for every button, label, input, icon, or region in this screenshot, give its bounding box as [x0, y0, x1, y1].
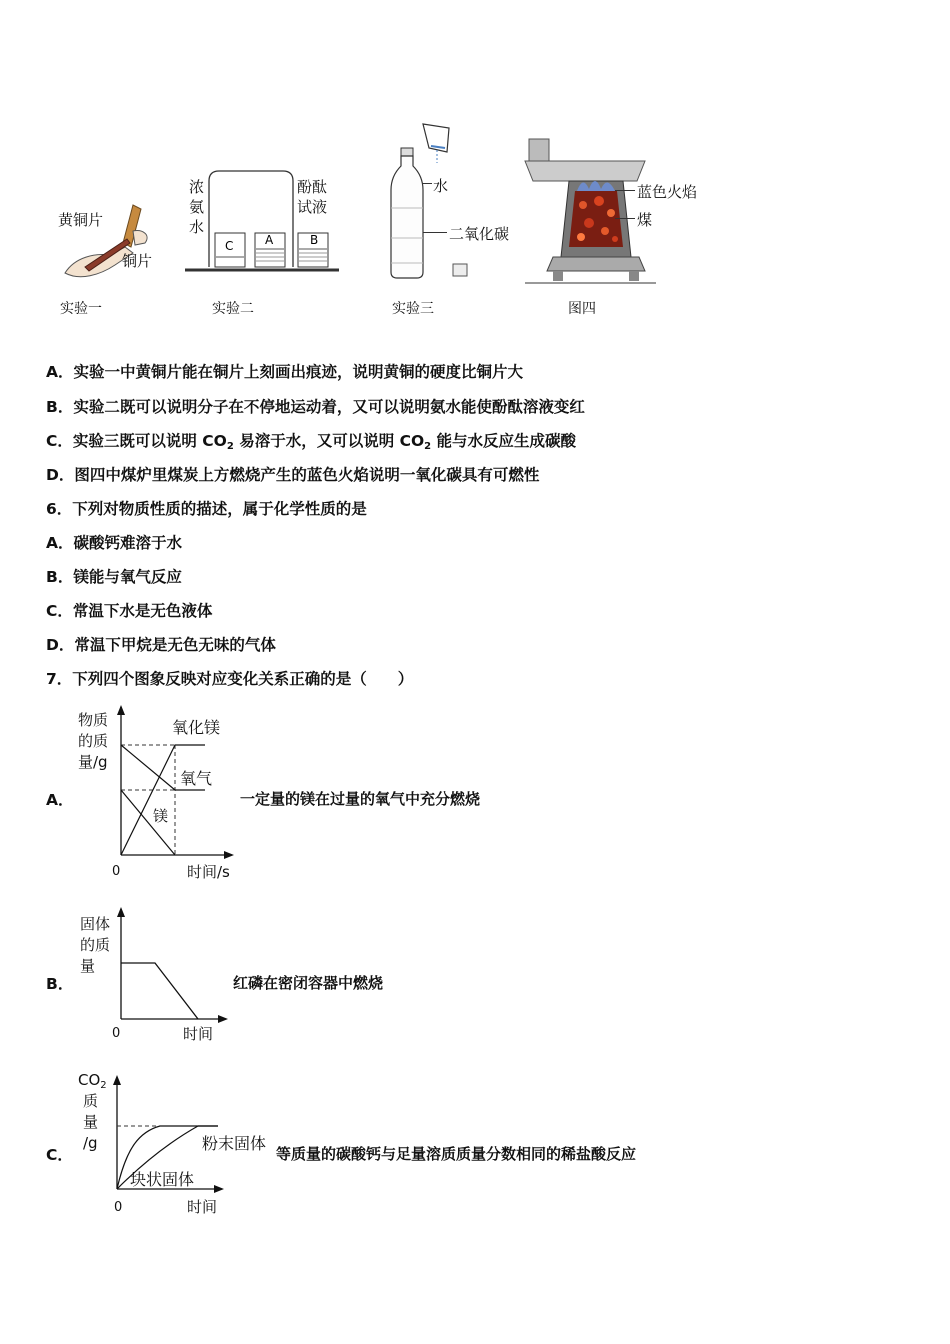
graph-b-x-arrow-icon [218, 1015, 228, 1023]
graph-b-y-arrow-icon [117, 907, 125, 917]
graph-b-curve-solid-mass [121, 963, 198, 1019]
label-copper: 铜片 [122, 252, 153, 270]
leader-line-flame [615, 190, 635, 191]
label-ammonia-1: 浓 [189, 178, 205, 196]
graph-c-x-arrow-icon [214, 1185, 224, 1193]
q6-option-c [46, 599, 212, 621]
graph-b-description: 红磷在密闭容器中燃烧 [233, 974, 384, 992]
q6-option-b [46, 565, 182, 587]
caption-experiment-1: 实验一 [60, 301, 102, 317]
q6-option-d-letter: D． [46, 636, 75, 654]
graph-b-ylabel-2: 的质 [80, 936, 111, 954]
q7-option-c-letter: C． [46, 1146, 73, 1164]
q6-option-c-text: 常温下水是无色液体 [72, 602, 213, 620]
label-phenolphthalein-1: 酚酞 [297, 178, 328, 196]
graph-a-ylabel-3: 量/g [78, 753, 108, 771]
graph-a-ylabel-1: 物质 [78, 711, 109, 729]
q7-option-a-letter: A． [46, 791, 74, 809]
q5-option-c [46, 429, 576, 452]
q6-option-b-letter: B． [46, 568, 74, 586]
label-water: 水 [433, 177, 449, 195]
label-ammonia-2: 氨 [189, 198, 205, 216]
q6-option-b-text: 镁能与氧气反应 [73, 568, 182, 586]
q6-option-c-letter: C． [46, 602, 73, 620]
caption-experiment-2: 实验二 [212, 301, 254, 317]
graph-a-origin: 0 [112, 864, 121, 879]
caption-experiment-3: 实验三 [392, 301, 434, 317]
graph-c-ylabel-co2-sub: 2 [100, 1080, 107, 1091]
co2-bottle-apparatus [385, 118, 475, 280]
leader-line-water [422, 183, 432, 184]
graph-b [110, 905, 235, 1025]
graph-c-ylabel-co2-text: CO [78, 1071, 101, 1089]
graph-c-origin: 0 [114, 1200, 123, 1215]
q6-option-a [46, 531, 182, 553]
label-coal: 煤 [637, 211, 653, 229]
graph-a-x-arrow-icon [224, 851, 234, 859]
q5-option-a [46, 360, 523, 382]
label-co2: 二氧化碳 [449, 225, 510, 243]
graph-c-ylabel-2: 量 [83, 1113, 99, 1131]
beaker-c-label: C [225, 239, 234, 253]
graph-b-ylabel-3: 量 [80, 957, 96, 975]
caption-figure-4: 图四 [568, 301, 596, 317]
graph-c-ylabel-3: /g [83, 1134, 98, 1152]
q6-option-a-text: 碳酸钙难溶于水 [73, 534, 183, 552]
graph-a-curve-magnesium-oxide [121, 745, 205, 855]
q7-stem: 7．下列四个图象反映对应变化关系正确的是（ ） [46, 670, 414, 688]
graph-a-curve-label-oxygen: 氧气 [180, 769, 213, 788]
q6-option-a-letter: A． [46, 534, 74, 552]
q7-option-b-letter: B． [46, 975, 74, 993]
graph-a-curve-label-mgo: 氧化镁 [172, 718, 221, 737]
graph-a-y-arrow-icon [117, 705, 125, 715]
graph-b-xlabel: 时间 [183, 1025, 214, 1043]
q5-option-c-text-1: 实验三既可以说明 CO [72, 432, 227, 450]
q5-option-c-sub-2: 2 [424, 441, 432, 452]
graph-a-curve-label-mg: 镁 [153, 807, 169, 825]
graph-b-ylabel-1: 固体 [80, 915, 111, 933]
graph-c-xlabel: 时间 [187, 1198, 218, 1216]
q6-option-d-text: 常温下甲烷是无色无味的气体 [74, 636, 276, 654]
graph-c-y-arrow-icon [113, 1075, 121, 1085]
graph-c-description: 等质量的碳酸钙与足量溶质质量分数相同的稀盐酸反应 [276, 1145, 637, 1163]
graph-a-ylabel-2: 的质 [78, 732, 109, 750]
q5-option-c-sub-1: 2 [226, 441, 234, 452]
graph-b-origin: 0 [112, 1026, 121, 1041]
q6-option-d [46, 633, 276, 655]
leader-line-coal [615, 218, 635, 219]
leader-line-co2 [423, 232, 447, 233]
graph-c-curve-label-powder: 粉末固体 [202, 1134, 267, 1153]
label-brass: 黄铜片 [58, 211, 104, 229]
q5-option-a-text: 实验一中黄铜片能在铜片上刻画出痕迹，说明黄铜的硬度比铜片大 [73, 363, 524, 381]
graph-a-xlabel: 时间/s [187, 863, 230, 881]
q5-option-d-text: 图四中煤炉里煤炭上方燃烧产生的蓝色火焰说明一氧化碳具有可燃性 [74, 466, 540, 484]
graph-a-description: 一定量的镁在过量的氧气中充分燃烧 [240, 790, 481, 808]
q5-option-c-text-3: 能与水反应生成碳酸 [431, 432, 577, 450]
label-phenolphthalein-2: 试液 [297, 198, 328, 216]
q5-option-b-text: 实验二既可以说明分子在不停地运动着，又可以说明氨水能使酚酞溶液变红 [73, 398, 585, 416]
experiment-3-figure [385, 118, 475, 280]
q5-option-b-letter: B． [46, 398, 74, 416]
label-ammonia-3: 水 [189, 218, 205, 236]
graph-c-curve-label-lump: 块状固体 [130, 1170, 195, 1189]
label-blue-flame: 蓝色火焰 [637, 183, 698, 201]
beaker-b-label: B [310, 233, 319, 247]
q5-option-c-letter: C． [46, 432, 73, 450]
beaker-a-label: A [265, 233, 274, 247]
q5-option-d [46, 463, 539, 485]
q5-option-d-letter: D． [46, 466, 75, 484]
q6-stem: 6．下列对物质性质的描述，属于化学性质的是 [46, 500, 367, 518]
q5-option-c-text-2: 易溶于水，又可以说明 CO [233, 432, 425, 450]
q5-option-a-letter: A． [46, 363, 74, 381]
graph-c-ylabel-1: 质 [83, 1092, 99, 1110]
q5-option-b [46, 395, 585, 417]
